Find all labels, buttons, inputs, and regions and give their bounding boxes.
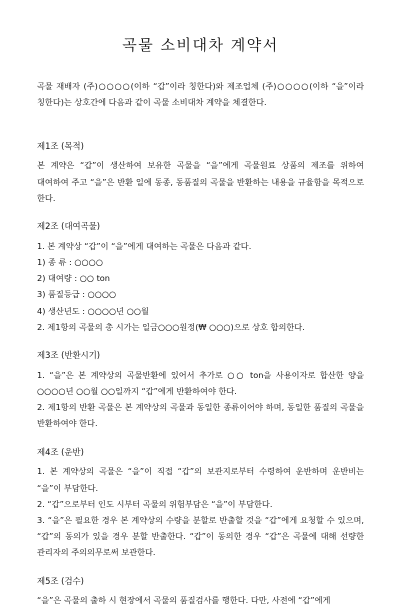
article-4-clause-2: 2. “갑”으로부터 인도 시부터 곡물의 위험부담은 “을”이 부담한다. bbox=[37, 498, 273, 509]
article-4-clause-3: 3. “을”은 필요한 경우 본 계약상의 수량을 분할로 반출할 것을 “갑”에게 요청할 수 있으며, “갑”의 동의가 있을 경우 분할 반출한다. “갑”이 동의한 경우 “갑”은 곡물에 대해 선량한 관리자의 주의의무로써 보관한다. bbox=[37, 515, 364, 558]
article-3 bbox=[37, 348, 364, 432]
article-5 bbox=[37, 574, 364, 609]
article-2-heading: 제2조 (대여곡물) bbox=[37, 221, 101, 231]
article-4 bbox=[37, 445, 364, 561]
article-1-text: 본 계약은 “갑”이 생산하여 보유한 곡물을 “을”에게 곡물원료 상품의 제조를 위하여 대여하여 주고 “을”은 반환 일에 동종, 동품질의 곡물을 반환하는 내용을 규율함을 목적으로 한다. bbox=[37, 160, 364, 203]
document-title: 곡물 소비대차 계약서 bbox=[122, 36, 279, 54]
article-2-clause-1: 1. 본 계약상 “갑”이 “을”에게 대여하는 곡물은 다음과 같다. bbox=[37, 240, 252, 251]
article-4-clause-1: 1. 본 계약상의 곡물은 “을”이 직접 “갑”의 보관지로부터 수령하여 운반하며 운반비는 “을”이 부담한다. bbox=[37, 466, 364, 493]
article-3-clause-1: 1. “을”은 본 계약상의 곡물반환에 있어서 추가로 ○○ ton을 사용이자로 합산한 양을 ○○○○년 ○○월 ○○일까지 “갑”에게 반환하여야 한다. bbox=[37, 369, 364, 397]
article-2-clause-2: 2. 제1항의 곡물의 총 시가는 일금○○○원정(₩ ○○○)으로 상호 합의한다. bbox=[37, 321, 305, 332]
article-4-heading: 제4조 (운반) bbox=[37, 446, 84, 457]
article-2-item-1: 1) 종 류 : ○○○○ bbox=[37, 257, 103, 267]
intro-paragraph: 곡물 재배자 (주)○○○○(이하 “갑”이라 칭한다)와 제조업체 (주)○○○○(이하 “을”이라 칭한다)는 상호간에 다음과 같이 곡물 소비대차 계약을 체결한다. bbox=[37, 81, 364, 107]
article-3-clause-2: 2. 제1항의 반환 곡물은 본 계약상의 곡물과 동일한 종류이어야 하며, 동일한 품질의 곡물을 반환하여야 한다. bbox=[37, 402, 364, 429]
article-3-heading: 제3조 (반환시기) bbox=[37, 350, 101, 361]
article-2-item-3: 3) 품질등급 : ○○○○ bbox=[37, 289, 117, 300]
article-1-heading: 제1조 (목적) bbox=[37, 140, 84, 151]
article-2 bbox=[37, 219, 364, 335]
article-5-heading: 제5조 (검수) bbox=[37, 575, 84, 586]
article-2-item-4: 4) 생산년도 : ○○○○년 ○○월 bbox=[37, 305, 149, 316]
article-2-item-2: 2) 대여량 : ○○ ton bbox=[37, 273, 110, 284]
article-1 bbox=[37, 139, 364, 206]
article-5-text: “을”은 곡물의 출하 시 현장에서 곡물의 품질검사를 행한다. 다만, 사전에 “갑”에게 bbox=[37, 595, 331, 606]
